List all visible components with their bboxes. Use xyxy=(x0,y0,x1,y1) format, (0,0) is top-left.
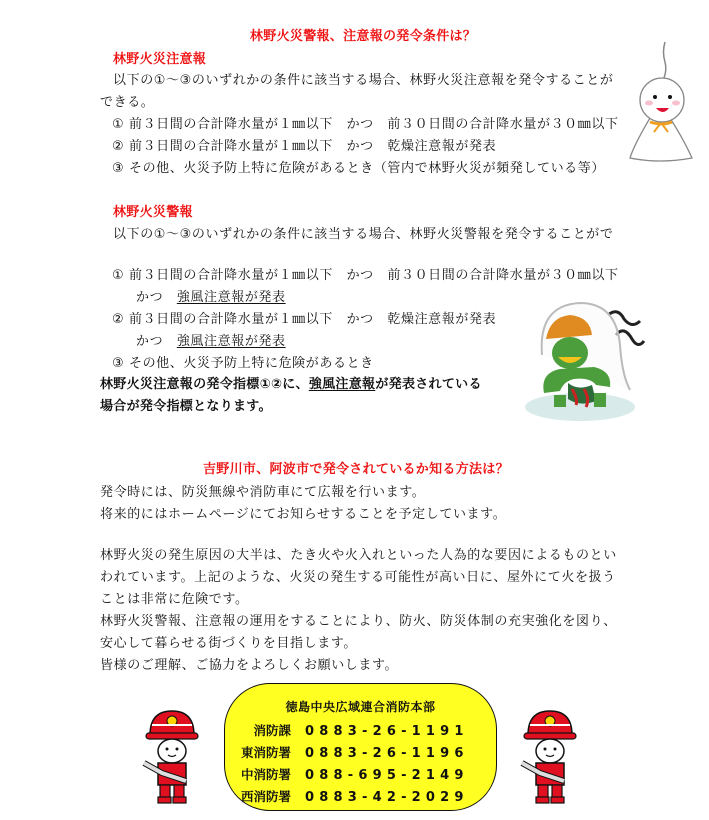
note-underlined: 強風注意報 xyxy=(308,377,376,392)
phone-number: 0883-26-1196 xyxy=(305,746,469,761)
strong-wind-advisory: 強風注意報が発表 xyxy=(176,334,286,349)
warning-condition-1-extra xyxy=(136,290,286,306)
department-name: 東消防署 xyxy=(240,745,291,760)
contact-row xyxy=(225,721,469,739)
warning-heading: 林野火災警報 xyxy=(113,205,193,220)
advisory-heading: 林野火災注意報 xyxy=(113,52,207,67)
strong-wind-advisory: 強風注意報が発表 xyxy=(176,290,286,305)
note-line-1 xyxy=(100,377,482,393)
note-text: が発表されている xyxy=(375,377,482,392)
department-name: 西消防署 xyxy=(240,789,291,804)
warning-condition-2-extra xyxy=(136,334,286,350)
section2-line-1: 発令時には、防災無線や消防車にて広報を行います。 xyxy=(100,485,426,500)
advisory-condition-1: ① 前３日間の合計降水量が１㎜以下 かつ 前３０日間の合計降水量が３０㎜以下 xyxy=(112,117,619,132)
section1-title: 林野火災警報、注意報の発令条件は？ xyxy=(250,29,477,44)
section3-line-6: 皆様のご理解、ご協力をよろしくお願いします。 xyxy=(100,658,399,673)
section2-title: 吉野川市、阿波市で発令されているか知る方法は？ xyxy=(203,462,509,477)
advisory-condition-3: ③ その他、火災予防上特に危険があるとき（管内で林野火災が頻発している等） xyxy=(112,161,605,176)
warning-condition-3: ③ その他、火災予防上特に危険があるとき xyxy=(112,356,374,371)
section3-line-5: 安心して暮らせる街づくりを目指します。 xyxy=(100,636,357,651)
section3-line-4: 林野火災警報、注意報の運用をすることにより、防火、防災体制の充実強化を図り、 xyxy=(100,614,617,629)
firefighter-left-icon xyxy=(140,707,204,807)
firefighter-right-icon xyxy=(518,707,582,807)
note-text: 林野火災注意報の発令指標①②に、 xyxy=(100,377,309,392)
section3-line-1: 林野火災の発生原因の大半は、たき火や火入れといった人為的な要因によるものとい xyxy=(100,548,617,563)
conjunction: かつ xyxy=(136,290,177,305)
section3-line-2: われています。上記のような、火災の発生する可能性が高い日に、屋外にて火を扱う xyxy=(100,570,616,585)
conjunction: かつ xyxy=(136,334,177,349)
warning-condition-1: ① 前３日間の合計降水量が１㎜以下 かつ 前３０日間の合計降水量が３０㎜以下 xyxy=(112,268,619,283)
contact-row xyxy=(225,787,469,805)
contact-row xyxy=(225,765,469,783)
phone-number: 0883-26-1191 xyxy=(305,724,469,739)
note-line-2: 場合が発令指標となります。 xyxy=(100,399,272,414)
section3-line-3: ことは非常に危険です。 xyxy=(100,592,249,607)
phone-number: 0883-42-2029 xyxy=(305,790,469,805)
contact-box xyxy=(224,683,497,811)
wind-god-icon xyxy=(520,295,650,430)
phone-number: 088-695-2149 xyxy=(305,768,469,783)
teru-teru-bozu-icon xyxy=(620,40,700,165)
contact-row xyxy=(225,743,469,761)
department-name: 消防課 xyxy=(253,723,291,738)
warning-intro: 以下の①～③のいずれかの条件に該当する場合、林野火災警報を発令することがで xyxy=(113,227,614,242)
contact-title: 徳島中央広域連合消防本部 xyxy=(285,700,436,714)
section2-line-2: 将来的にはホームページにてお知らせすることを予定しています。 xyxy=(100,507,507,522)
department-name: 中消防署 xyxy=(240,767,291,782)
advisory-condition-2: ② 前３日間の合計降水量が１㎜以下 かつ 乾燥注意報が発表 xyxy=(112,139,497,154)
advisory-intro-cont: できる。 xyxy=(100,95,155,110)
advisory-intro: 以下の①～③のいずれかの条件に該当する場合、林野火災注意報を発令することが xyxy=(113,73,614,88)
warning-condition-2: ② 前３日間の合計降水量が１㎜以下 かつ 乾燥注意報が発表 xyxy=(112,312,497,327)
